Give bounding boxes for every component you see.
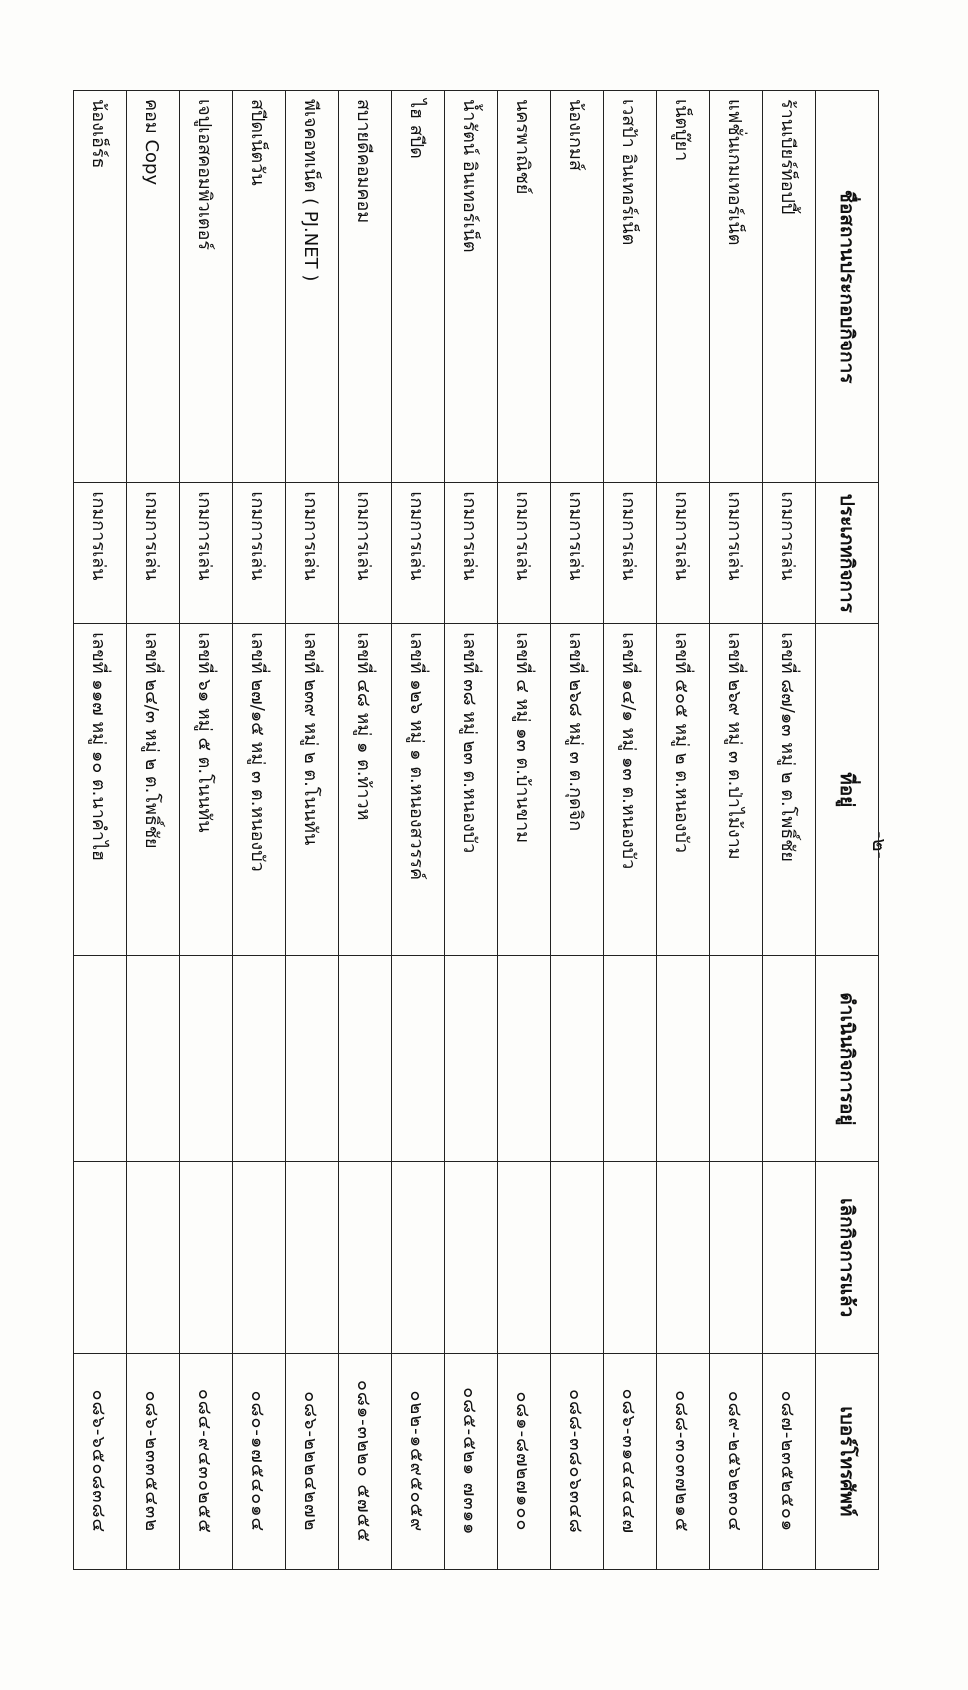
cell-address: เลขที่ ๖๑ หมู่ ๕ ต.โนนทัน (180, 624, 233, 956)
cell-business-name: คอม Copy (127, 91, 180, 483)
cell-business-type: เกมการเล่น (127, 483, 180, 624)
cell-operating (180, 956, 233, 1162)
cell-phone: ๐๘๑-๘๗๒๗๑๐๐ (498, 1353, 551, 1569)
cell-closed (710, 1162, 763, 1353)
cell-business-name: เวสป้า อินเทอร์เน็ต (604, 91, 657, 483)
cell-business-name: น้องเกมส์ (551, 91, 604, 483)
cell-phone: ๐๘๑-๓๒๒๐ ๕๗๕๕ (339, 1353, 392, 1569)
cell-address: เลขที่ ๑๒๖ หมู่ ๑ ต.หนองสวรรค์ (392, 624, 445, 956)
cell-phone: ๐๘๖-๒๒๒๔๒๗๒ (286, 1353, 339, 1569)
table-row (74, 91, 127, 1570)
cell-closed (498, 1162, 551, 1353)
cell-operating (233, 956, 286, 1162)
table-row (445, 91, 498, 1570)
cell-business-name: แฟชั่นเกมเทอร์เน็ต (710, 91, 763, 483)
cell-phone: ๐๘๖-๖๕๐๘๓๘๔ (74, 1353, 127, 1569)
header-business-name: ชื่อสถานประกอบกิจการ (816, 91, 879, 483)
cell-closed (180, 1162, 233, 1353)
cell-phone: ๐๘๙-๒๕๖๒๓๐๔ (710, 1353, 763, 1569)
cell-business-type: เกมการเล่น (445, 483, 498, 624)
cell-operating (763, 956, 816, 1162)
header-business-type: ประเภทกิจการ (816, 483, 879, 624)
cell-business-type: เกมการเล่น (498, 483, 551, 624)
cell-address: เลขที่ ๒๖๙ หมู่ ๓ ต.ป่าไม้งาม (710, 624, 763, 956)
table-row (127, 91, 180, 1570)
cell-operating (339, 956, 392, 1162)
cell-business-name: น้ำรัตน์ อินเทอร์เน็ต (445, 91, 498, 483)
cell-business-name: สบายดีคอมคอม (339, 91, 392, 483)
cell-phone: ๐๘๖-๒๓๓๕๔๓๒ (127, 1353, 180, 1569)
table-row (657, 91, 710, 1570)
cell-operating (710, 956, 763, 1162)
cell-operating (551, 956, 604, 1162)
cell-operating (127, 956, 180, 1162)
cell-business-type: เกมการเล่น (763, 483, 816, 624)
table-body (74, 91, 816, 1570)
cell-phone: ๐๘๖-๓๑๔๔๔๔๗ (604, 1353, 657, 1569)
cell-address: เลขที่ ๑๔/๑ หมู่ ๑๓ ต.หนองบัว (604, 624, 657, 956)
cell-operating (392, 956, 445, 1162)
cell-operating (286, 956, 339, 1162)
cell-closed (445, 1162, 498, 1353)
cell-operating (604, 956, 657, 1162)
table-row (233, 91, 286, 1570)
cell-business-type: เกมการเล่น (710, 483, 763, 624)
cell-business-type: เกมการเล่น (233, 483, 286, 624)
cell-address: เลขที่ ๓๘ หมู่ ๒๓ ต.หนองบัว (445, 624, 498, 956)
cell-address: เลขที่ ๘๗/๑๓ หมู่ ๒ ต.โพธิ์ชัย (763, 624, 816, 956)
cell-closed (551, 1162, 604, 1353)
cell-address: เลขที่ ๒๗/๑๕ หมู่ ๓ ต.หนองบัว (233, 624, 286, 956)
cell-business-type: เกมการเล่น (180, 483, 233, 624)
table-row (604, 91, 657, 1570)
header-phone: เบอร์โทรศัพท์ (816, 1353, 879, 1569)
table-header-row (816, 91, 879, 1570)
cell-business-name: พีเจคอทเน็ต ( PJ.NET ) (286, 91, 339, 483)
cell-closed (392, 1162, 445, 1353)
cell-operating (498, 956, 551, 1162)
cell-business-name: นครพาณิชย์ (498, 91, 551, 483)
cell-address: เลขที่ ๑๑๗ หมู่ ๑๐ ต.นาคำไฮ (74, 624, 127, 956)
cell-closed (127, 1162, 180, 1353)
cell-business-type: เกมการเล่น (604, 483, 657, 624)
cell-closed (604, 1162, 657, 1353)
cell-business-type: เกมการเล่น (392, 483, 445, 624)
cell-phone: ๐๘๔-๙๔๓๐๒๕๕ (180, 1353, 233, 1569)
cell-phone: ๐๘๕-๕๒๑ ๗๓๑๑ (445, 1353, 498, 1569)
header-closed: เลิกกิจการแล้ว (816, 1162, 879, 1353)
cell-business-type: เกมการเล่น (286, 483, 339, 624)
cell-address: เลขที่ ๒๖๘ หมู่ ๓ ต.กุดจิก (551, 624, 604, 956)
table-row (763, 91, 816, 1570)
cell-closed (74, 1162, 127, 1353)
table-container (89, 90, 879, 1570)
cell-phone: ๐๘๐-๑๗๕๔๐๑๔ (233, 1353, 286, 1569)
cell-phone: ๐๒๒-๑๕๙๕๐๕๙ (392, 1353, 445, 1569)
cell-business-name: ไฮ สปีด (392, 91, 445, 483)
header-address: ที่อยู่ (816, 624, 879, 956)
cell-business-name: ร้านเบียร์ท็อปปี้ (763, 91, 816, 483)
cell-operating (657, 956, 710, 1162)
cell-closed (233, 1162, 286, 1353)
business-table (73, 90, 879, 1570)
cell-address: เลขที่ ๒๓๙ หมู่ ๒ ต.โนนทัน (286, 624, 339, 956)
cell-business-name: สปีดเน็ตวัน (233, 91, 286, 483)
cell-address: เลขที่ ๔ หมู่ ๑๓ ต.บ้านขาม (498, 624, 551, 956)
cell-business-type: เกมการเล่น (74, 483, 127, 624)
cell-address: เลขที่ ๔๘ หมู่ ๑ ต.ท้าวห (339, 624, 392, 956)
cell-phone: ๐๘๗-๒๓๕๒๕๐๑ (763, 1353, 816, 1569)
table-row (286, 91, 339, 1570)
table-row (498, 91, 551, 1570)
cell-address: เลขที่ ๕๐๕ หมู่ ๒ ต.หนองบัว (657, 624, 710, 956)
cell-business-name: เจปูเอสคอมพิวเตอร์ (180, 91, 233, 483)
table-row (392, 91, 445, 1570)
table-row (180, 91, 233, 1570)
cell-closed (657, 1162, 710, 1353)
cell-closed (339, 1162, 392, 1353)
table-row (710, 91, 763, 1570)
cell-business-type: เกมการเล่น (339, 483, 392, 624)
cell-business-type: เกมการเล่น (657, 483, 710, 624)
cell-phone: ๐๘๘-๓๘๐๖๓๔๘ (551, 1353, 604, 1569)
table-row (339, 91, 392, 1570)
cell-operating (445, 956, 498, 1162)
cell-phone: ๐๘๘-๓๐๓๗๒๑๕ (657, 1353, 710, 1569)
cell-closed (286, 1162, 339, 1353)
cell-operating (74, 956, 127, 1162)
page-number: -๒- (868, 831, 892, 859)
cell-business-name: เน็ตบู๊ยา (657, 91, 710, 483)
cell-address: เลขที่ ๒๔/๓ หมู่ ๒ ต.โพธิ์ชัย (127, 624, 180, 956)
table-row (551, 91, 604, 1570)
cell-business-name: น้องเอ็ร์ธ (74, 91, 127, 483)
cell-closed (763, 1162, 816, 1353)
header-operating: ดำเนินกิจการอยู่ (816, 956, 879, 1162)
cell-business-type: เกมการเล่น (551, 483, 604, 624)
